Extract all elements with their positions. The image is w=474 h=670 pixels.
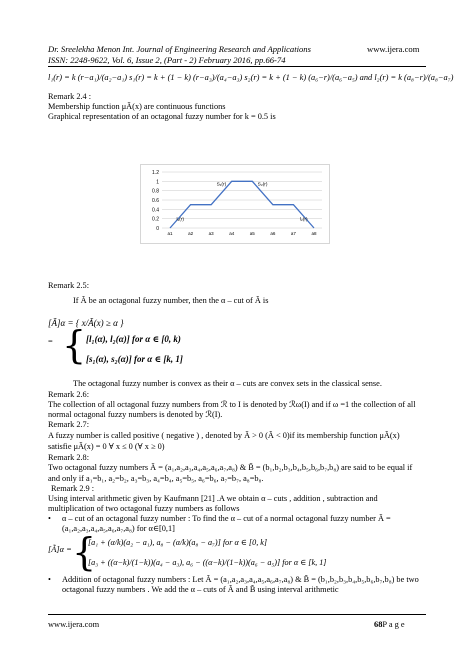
octagonal-fuzzy-chart bbox=[140, 164, 330, 244]
addition-line-1: Addition of octagonal fuzzy numbers : Let Ã = (a₁,a₂,a₃,a₄,a₅,a₆,a₇,a₈) & B̃ = (b₁,b₂,b₃,b₄,b₅,b₆,b₇,b₈) be two bbox=[62, 575, 419, 584]
alpha-cut-intro: If Ã be an octagonal fuzzy number, then the α – cut of Ã is bbox=[73, 296, 269, 305]
case-one: [l₁(α), l₂(α)] for α ∈ [0, k) bbox=[86, 334, 181, 344]
equality-line-1: Two octagonal fuzzy numbers Ã = (a₁,a₂,a₃,a₄,a₅,a₆,a₇,a₈) & B̃ = (b₁,b₂,b₃,b₄,b₅,b₆,b₇,b₈) are said to be equal if bbox=[48, 463, 413, 472]
y-tick-label: 0.4 bbox=[152, 207, 159, 214]
remark-2-4: Remark 2.4 : bbox=[48, 92, 92, 101]
y-tick-label: 1.2 bbox=[152, 170, 159, 176]
series-segment-label: S₂(r) bbox=[257, 182, 268, 188]
footer-url: www.ijera.com bbox=[48, 620, 100, 629]
equals-sign: = bbox=[48, 337, 53, 346]
positive-line-2: satisfie μÃ(x) = 0 ∀ x ≤ 0 (∀ x ≥ 0) bbox=[48, 442, 165, 451]
y-tick-label: 0.2 bbox=[152, 216, 159, 223]
membership-continuous: Membership function μÃ(x) are continuous functions bbox=[48, 102, 226, 111]
alpha-cut-bullet-1: α – cut of an octagonal fuzzy number : To find the α – cut of a normal octagonal fuzzy number Ã = bbox=[62, 514, 391, 523]
acut-lhs: [Ã]α = bbox=[48, 545, 72, 554]
acut-case-one: [a₁ + (α/k)(a₂ − a₁), a₈ − (α/k)(a₈ − a₇)] for α ∈ [0, k] bbox=[88, 538, 268, 547]
x-tick-label: a7 bbox=[290, 231, 296, 236]
y-tick-label: 0.6 bbox=[152, 198, 159, 204]
x-tick-label: a4 bbox=[229, 231, 235, 236]
x-tick-label: a5 bbox=[249, 231, 255, 236]
y-tick-label: 0.8 bbox=[152, 188, 159, 195]
interval-line-2: multiplication of two octagonal fuzzy numbers as follows bbox=[48, 504, 240, 513]
addition-line-2: octagonal fuzzy numbers . We add the α – cuts of Ã and B̃ using interval arithmetic bbox=[62, 585, 339, 594]
journal-title: Dr. Sreelekha Menon Int. Journal of Engineering Research and Applications bbox=[48, 44, 311, 54]
remark-2-6: Remark 2.6: bbox=[48, 390, 90, 399]
series-segment-label: l₁(r) bbox=[176, 217, 185, 223]
interval-line-1: Using interval arithmetic given by Kaufmann [21] .A we obtain α – cuts , addition , subtraction and bbox=[48, 494, 378, 503]
footer-page bbox=[374, 620, 405, 629]
series-segment-label: S₁(r) bbox=[216, 182, 227, 188]
page-number: 68 bbox=[374, 620, 383, 629]
x-tick-label: a2 bbox=[188, 231, 194, 236]
page-suffix: P a g e bbox=[382, 620, 405, 629]
alpha-cut-definition: [Ã]α = { x/Ã(x) ≥ α } bbox=[48, 318, 124, 328]
acut-brace: { bbox=[72, 530, 97, 574]
equality-line-2: and only if a₁=b₁, a₂=b₂, a₃=b₃, a₄=b₄, a₅=b₅, a₆=b₆, a₇=b₇, a₈=b₈. bbox=[48, 474, 264, 483]
remark-2-7: Remark 2.7: bbox=[48, 420, 90, 429]
collection-line-1: The collection of all octagonal fuzzy numbers from ℛ to I is denoted by ℛω(I) and if ω =1 the collection of all bbox=[48, 400, 416, 409]
bullet-dot-1: • bbox=[48, 514, 51, 523]
remark-2-5: Remark 2.5: bbox=[48, 281, 90, 290]
x-tick-label: a8 bbox=[311, 231, 317, 236]
collection-line-2: normal octagonal fuzzy numbers is denoted by ℛ(I). bbox=[48, 410, 223, 419]
issn-line: ISSN: 2248-9622, Vol. 6, Issue 2, (Part - 2) February 2016, pp.66-74 bbox=[48, 55, 286, 65]
case-two: [s₁(α), s₂(α)] for α ∈ [k, 1] bbox=[86, 354, 183, 364]
acut-case-two: [a₃ + ((α−k)/(1−k))(a₄ − a₃), a₆ − ((α−k)/(1−k))(a₆ − a₅)] for α ∈ [k, 1] bbox=[88, 558, 327, 567]
alpha-cut-bullet-2: (a₁,a₂,a₃,a₄,a₅,a₆,a₇,a₈) for α∈[0,1] bbox=[62, 524, 175, 533]
remark-2-9: Remark 2.9 : bbox=[51, 484, 95, 493]
header-rule bbox=[48, 66, 426, 67]
left-brace: { bbox=[62, 323, 87, 367]
footer-rule bbox=[48, 614, 426, 615]
header-url: www.ijera.com bbox=[367, 44, 420, 54]
convex-statement: The octagonal fuzzy number is convex as their α – cuts are convex sets in the classical sense. bbox=[73, 379, 382, 388]
graphical-representation: Graphical representation of an octagonal fuzzy number for k = 0.5 is bbox=[48, 112, 276, 121]
remark-2-8: Remark 2.8: bbox=[48, 453, 90, 462]
positive-line-1: A fuzzy number is called positive ( negative ) , denoted by Ã > 0 (Ã < 0)if its membership function μÃ(x) bbox=[48, 431, 400, 440]
y-tick-label: 1 bbox=[156, 179, 159, 186]
x-tick-label: a6 bbox=[270, 231, 276, 236]
series-segment-label: l₂(r) bbox=[299, 217, 308, 223]
x-tick-label: a3 bbox=[208, 231, 214, 236]
y-tick-label: 0 bbox=[156, 226, 159, 232]
x-tick-label: a1 bbox=[167, 231, 173, 236]
bullet-dot-2: • bbox=[48, 575, 51, 584]
membership-equations: l₁(r) = k (r−a₁)/(a₂−a₁) s₁(r) = k + (1 − k) (r−a₃)/(a₄−a₃) s₂(r) = k + (1 − k) (a₆−r)/(a₆−a₅) and l₂(r) = k (a₈−r)/(a₈−a₇) bbox=[48, 73, 454, 82]
